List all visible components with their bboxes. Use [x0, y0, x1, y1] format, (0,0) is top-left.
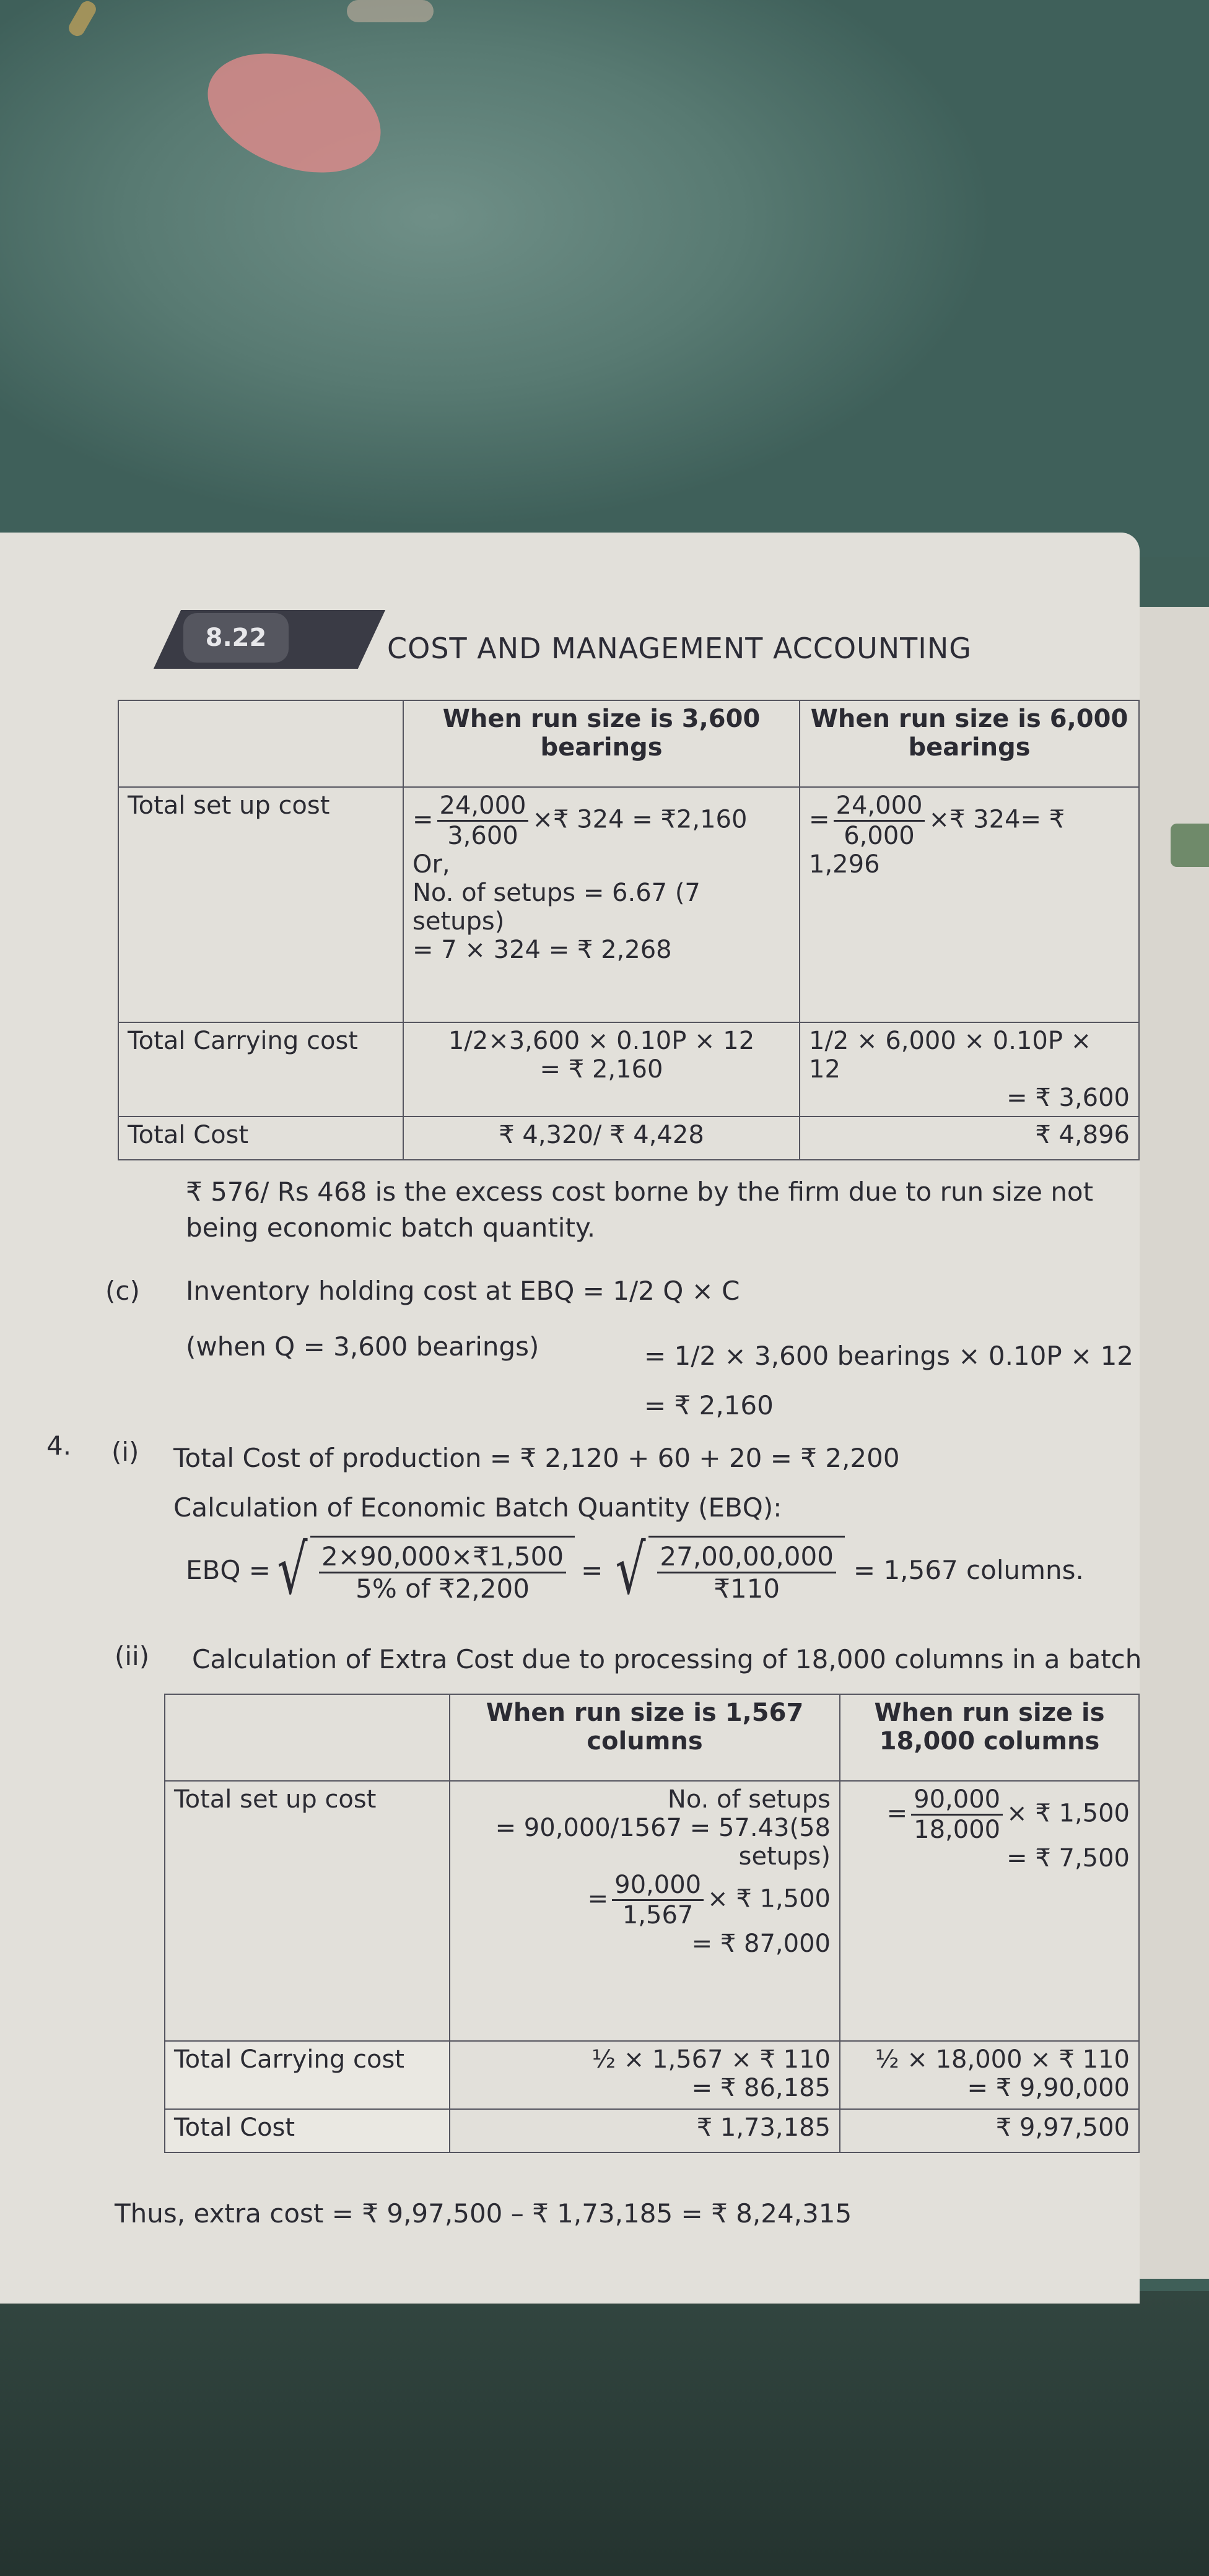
- carrying-result: = ₹ 86,185: [691, 2074, 831, 2102]
- carrying-cost-cell: [800, 1022, 1139, 1116]
- setup-cost-calc: × ₹ 1,500: [1006, 1799, 1130, 1828]
- square-root: √ $\frac{2\times 90,000\times₹1,500}{5\% of ₹2,200}$: [271, 1536, 575, 1604]
- dark-background: [0, 2291, 1209, 2576]
- run-size-table-bearings: [118, 700, 1140, 1160]
- setup-cost-result: = ₹ 87,000: [691, 1930, 831, 1958]
- ebq-calc-title: Calculation of Economic Batch Quantity (EBQ):: [173, 1492, 782, 1523]
- carrying-calc: 1/2 × 6,000 × 0.10P × 12: [809, 1027, 1092, 1084]
- setups-text: setups): [738, 1842, 831, 1871]
- ebq-result: = 1,567 columns.: [853, 1554, 1084, 1585]
- setup-cost-cell: = $\frac{24,000}{6,000}$ ×₹ 324= ₹ 1,296: [800, 787, 1139, 1022]
- setups-calc: = 7 × 324 = ₹ 2,268: [412, 936, 672, 964]
- setups-text: No. of setups = 6.67 (7 setups): [412, 879, 701, 936]
- column-header: When run size is 1,567 columns: [450, 1694, 840, 1781]
- setup-cost-calc: × ₹ 1,500: [707, 1884, 831, 1913]
- or-text: Or,: [412, 850, 450, 879]
- carrying-cost-cell: [840, 2041, 1139, 2109]
- total-cost-cell: ₹ 4,320/ ₹ 4,428: [403, 1116, 800, 1160]
- question-number: 4.: [46, 1430, 72, 1461]
- fraction-denominator: 1,567: [622, 1901, 694, 1930]
- holding-cost-line: Inventory holding cost at EBQ = 1/2 Q × C: [186, 1276, 740, 1306]
- row-label: Total Cost: [118, 1116, 403, 1160]
- part-label: (c): [105, 1276, 140, 1306]
- fraction-numerator: 2×90,000×₹1,500: [319, 1541, 566, 1573]
- fraction-numerator: 90,000: [612, 1871, 704, 1901]
- holding-cost-when: (when Q = 3,600 bearings): [186, 1331, 539, 1362]
- setup-cost-cell: = $\frac{24,000}{3,600}$ ×₹ 324 = ₹2,160 Or, No. of setups = 6.67 (7 setups) = 7 × 324 = ₹ 2,268: [403, 787, 800, 1022]
- run-size-table-columns: [164, 1694, 1140, 2153]
- carrying-result: = ₹ 9,90,000: [967, 2074, 1130, 2102]
- page-tab: [1171, 824, 1209, 867]
- total-production-cost: Total Cost of production = ₹ 2,120 + 60 + 20 = ₹ 2,200: [173, 1443, 900, 1473]
- table-corner: [118, 700, 403, 787]
- carrying-result: = ₹ 3,600: [1006, 1084, 1130, 1112]
- row-label: Total Carrying cost: [165, 2041, 450, 2109]
- setups-text: No. of setups: [667, 1785, 831, 1814]
- extra-cost-result: Thus, extra cost = ₹ 9,97,500 – ₹ 1,73,185 = ₹ 8,24,315: [115, 2198, 852, 2229]
- square-root: √ $\frac{27,00,00,000}{₹110}$: [609, 1536, 845, 1604]
- total-cost-cell: ₹ 1,73,185: [450, 2109, 840, 2152]
- fraction-numerator: 24,000: [437, 791, 529, 822]
- fraction-denominator: ₹110: [714, 1573, 780, 1604]
- row-label: Total Carrying cost: [118, 1022, 403, 1116]
- carrying-calc: 1/2×3,600 × 0.10P × 12: [448, 1027, 755, 1055]
- column-header: When run size is 3,600 bearings: [403, 700, 800, 787]
- fabric-stem: [347, 0, 434, 22]
- equals-sign: =: [581, 1554, 603, 1585]
- column-header: When run size is 6,000 bearings: [800, 700, 1139, 787]
- column-header: When run size is 18,000 columns: [840, 1694, 1139, 1781]
- holding-cost-calc: = 1/2 × 3,600 bearings × 0.10P × 12: [644, 1341, 1134, 1371]
- setup-cost-calc: ×₹ 324= ₹ 1,296: [809, 805, 1065, 879]
- setup-cost-cell: No. of setups = 90,000/1567 = 57.43(58 setups) = $\frac{90,000}{1,567}$ × ₹ 1,500 = ₹ 87,000: [450, 1781, 840, 2041]
- setup-cost-calc: ×₹ 324 = ₹2,160: [532, 805, 748, 834]
- total-cost-cell: ₹ 4,896: [800, 1116, 1139, 1160]
- fraction-denominator: 3,600: [447, 822, 518, 850]
- setup-cost-result: = ₹ 7,500: [1006, 1844, 1130, 1873]
- carrying-cost-cell: [403, 1022, 800, 1116]
- extra-cost-title: Calculation of Extra Cost due to processing of 18,000 columns in a batch: [192, 1644, 1142, 1674]
- fraction-numerator: 90,000: [911, 1785, 1003, 1816]
- fraction-denominator: 5% of ₹2,200: [356, 1573, 530, 1604]
- part-label: (i): [111, 1437, 139, 1467]
- table-corner: [165, 1694, 450, 1781]
- row-label: Total Cost: [165, 2109, 450, 2152]
- total-cost-cell: ₹ 9,97,500: [840, 2109, 1139, 2152]
- setup-cost-cell: = $\frac{90,000}{18,000}$ × ₹ 1,500 = ₹ 7,500: [840, 1781, 1139, 2041]
- row-label: Total set up cost: [118, 787, 403, 1022]
- carrying-cost-cell: [450, 2041, 840, 2109]
- fabric-background: [0, 0, 1209, 557]
- row-label: Total set up cost: [165, 1781, 450, 2041]
- ebq-formula: [186, 1530, 1084, 1609]
- carrying-calc: ½ × 18,000 × ₹ 110: [875, 2045, 1130, 2074]
- ebq-label: EBQ =: [186, 1554, 271, 1585]
- carrying-result: = ₹ 2,160: [539, 1055, 663, 1084]
- part-label: (ii): [115, 1641, 150, 1671]
- holding-cost-result: = ₹ 2,160: [644, 1390, 774, 1421]
- fraction-denominator: 6,000: [844, 822, 915, 850]
- fraction-numerator: 27,00,00,000: [657, 1541, 836, 1573]
- fraction-numerator: 24,000: [834, 791, 925, 822]
- excess-cost-line: ₹ 576/ Rs 468 is the excess cost borne by the firm due to run size not: [186, 1177, 1094, 1207]
- page-title: COST AND MANAGEMENT ACCOUNTING: [387, 632, 972, 665]
- setups-calc: = 90,000/1567 = 57.43(58: [495, 1814, 831, 1842]
- excess-cost-line: being economic batch quantity.: [186, 1212, 596, 1243]
- page-number: 8.22: [183, 613, 289, 663]
- fraction-denominator: 18,000: [914, 1816, 1001, 1844]
- carrying-calc: ½ × 1,567 × ₹ 110: [591, 2045, 831, 2074]
